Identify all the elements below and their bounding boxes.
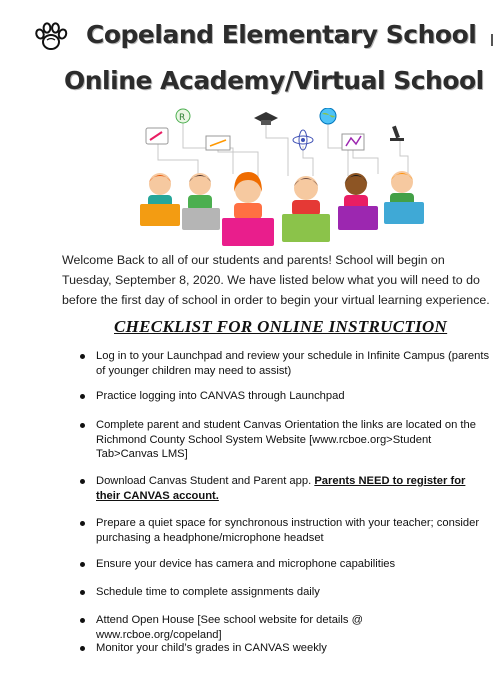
graduation-cap-icon — [254, 112, 278, 125]
bullet-icon — [80, 618, 85, 623]
checklist-item-text: Complete parent and student Canvas Orientation the links are located on the Richmond County School System Website [www.rcboe.org>Student Tab>Canvas LMS] — [96, 419, 476, 460]
checklist-item — [80, 641, 490, 656]
bullet-icon — [80, 479, 85, 484]
bullet-icon — [80, 354, 85, 359]
student-avatar — [282, 176, 330, 242]
paw-print-icon — [33, 22, 69, 52]
bullet-icon — [80, 590, 85, 595]
parent-registration-note: Parents NEED to register for their CANVAS account. — [96, 475, 466, 502]
checklist-item-text: Download Canvas Student and Parent app. — [96, 475, 315, 487]
checklist-item-text: Practice logging into CANVAS through Launchpad — [96, 390, 345, 402]
bullet-icon — [80, 521, 85, 526]
checklist-item — [80, 585, 490, 600]
checklist-item — [80, 389, 490, 404]
bullet-icon — [80, 423, 85, 428]
checklist-item-text: Ensure your device has camera and microphone capabilities — [96, 558, 396, 570]
checklist-item — [80, 418, 490, 462]
school-title: Copeland Elementary School — [86, 20, 477, 49]
bullet-icon — [80, 394, 85, 399]
bullet-icon — [80, 562, 85, 567]
student-avatar — [222, 172, 274, 246]
bullet-icon — [80, 646, 85, 651]
welcome-paragraph: Welcome Back to all of our students and parents! School will begin on Tuesday, September 8, 2020. We have listed below what you will need to do before the first day of school in order to begin your virtual learning experience. — [62, 253, 490, 307]
checklist-item-text: Log in to your Launchpad and review your schedule in Infinite Campus (parents of younger children may need to assist) — [96, 350, 490, 377]
student-avatar — [182, 173, 220, 230]
checklist-item — [80, 474, 490, 503]
checklist-item — [80, 613, 490, 642]
pen-icon — [146, 128, 168, 144]
checklist-item-text: Schedule time to complete assignments daily — [96, 586, 320, 598]
checklist-item-text: Attend Open House [See school website for details @ www.rcboe.org/copeland] — [96, 614, 363, 641]
student-avatar — [140, 173, 180, 226]
checklist-item — [80, 516, 490, 545]
checklist-item — [80, 349, 490, 378]
checklist-item-text: Monitor your child’s grades in CANVAS weekly — [96, 642, 327, 654]
microscope-icon — [390, 126, 404, 141]
chart-icon — [206, 136, 230, 150]
student-avatar — [338, 173, 378, 230]
bar-chart-icon — [342, 134, 364, 150]
checklist-item-text: Prepare a quiet space for synchronous instruction with your teacher; consider purchasing a headphone/microphone headset — [96, 517, 480, 544]
students-illustration — [138, 108, 428, 248]
edge-mark — [491, 34, 493, 46]
checklist-heading: CHECKLIST FOR ONLINE INSTRUCTION — [114, 317, 448, 336]
student-avatar — [384, 171, 424, 224]
program-title: Online Academy/Virtual School — [64, 66, 484, 95]
checklist-item — [80, 557, 490, 572]
atom-icon — [176, 109, 190, 123]
svg-text:R: R — [179, 113, 186, 123]
globe-icon — [320, 108, 336, 124]
